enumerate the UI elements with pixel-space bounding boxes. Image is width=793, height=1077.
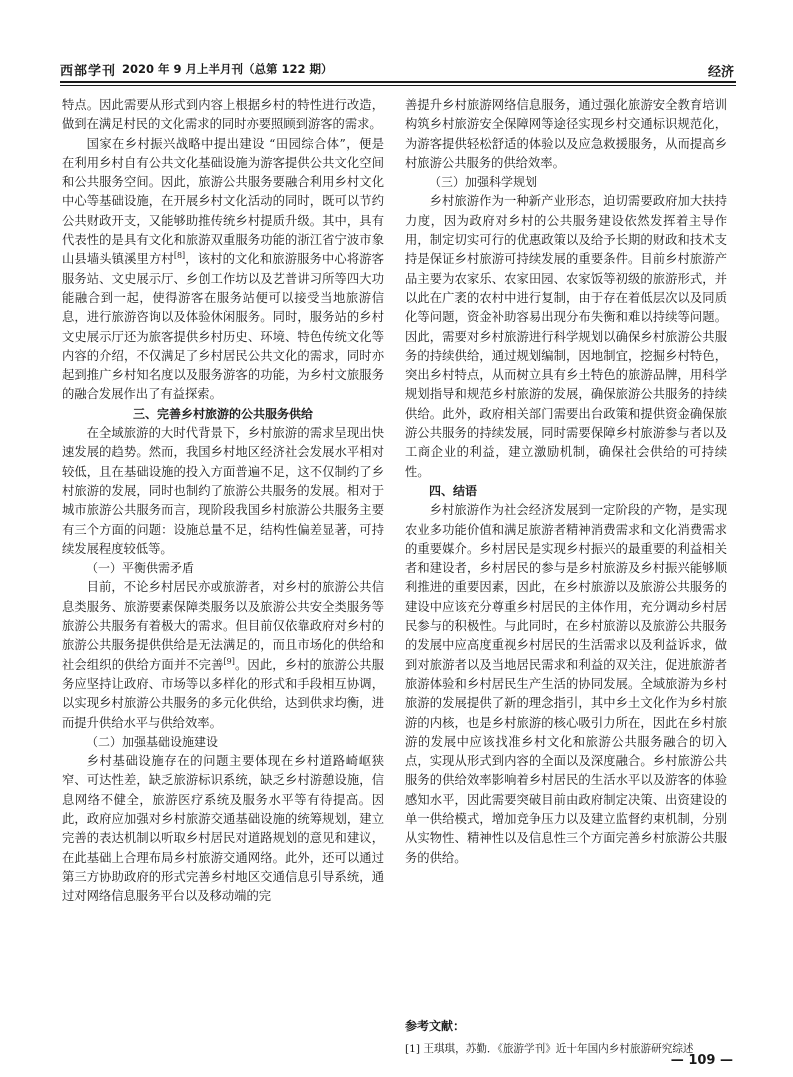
subsection-heading: （三）加强科学规划 xyxy=(429,175,538,190)
paragraph-text: 国家在乡村振兴战略中提出建设 “田园综合体”，便是在利用乡村自有公共文化基础设施为游客提供公共文化空间和公共服务空间。因此，旅游公共服务要融合利用乡村文化中心等基础设施，在开展乡村文化活动的同时，既可以节约公共财政开支，又能够助推传统乡村提质升级。其中，具有代表性的是具有文化和旅游双重服务功能的浙江省宁波市象山县墙头镇溪里方村 xyxy=(62,136,384,267)
paragraph: 乡村基础设施存在的问题主要体现在乡村道路崎岖狭窄、可达性差，缺乏旅游标识系统，缺乏乡村游憩设施，信息网络不健全，旅游医疗系统及服务水平等有待提高。因此，政府应加强对乡村旅游交通基础设施的统筹规划，建立完善的表达机制以听取乡村居民对道路规划的意见和建议，在此基础上合理布局乡村旅游交通网络。此外，还可以通过第三方协助政府的形式完善乡村地区交通信息引导系统，通过对网络信息服务平台以及移动端的完 xyxy=(62,754,384,904)
paragraph: 善提升乡村旅游网络信息服务，通过强化旅游安全教育培训构筑乡村旅游安全保障网等途径实现乡村交通标识规范化，为游客提供轻松舒适的体验以及应急救援服务，从而提高乡村旅游公共服务的供给效率。 xyxy=(405,98,727,170)
paragraph: 在全域旅游的大时代背景下，乡村旅游的需求呈现出快速发展的趋势。然而，我国乡村地区经济社会发展水平相对较低，且在基础设施的投入方面普遍不足，这不仅制约了乡村旅游的发展，同时也制约了旅游公共服务的发展。相对于城市旅游公共服务而言，现阶段我国乡村旅游公共服务主要有三个方面的问题：设施总量不足，结构性偏差显著，可持续发展程度较低等。 xyxy=(62,426,384,556)
references-heading: 参考文献： xyxy=(405,1019,466,1033)
subsection-heading: （二）加强基础设施建设 xyxy=(86,734,219,749)
issue-info: 2020 年 9 月上半月刊（总第 122 期） xyxy=(122,62,333,76)
citation: [8] xyxy=(173,251,186,261)
reference-item: [1] 王琪琪，苏勤．《旅游学刊》近十年国内乡村旅游研究综述 xyxy=(405,1043,694,1055)
paragraph: 乡村旅游作为一种新产业形态，迫切需要政府加大扶持力度，因为政府对乡村的公共服务建设依然发挥着主导作用，制定切实可行的优惠政策以及给予长期的财政和技术支持是保证乡村旅游可持续发展的重要条件。目前乡村旅游产品主要为农家乐、农家田园、农家饭等初级的旅游形式，并以此在广袤的农村中进行复制，由于存在着低层次以及同质化等问题，资金补助容易出现分布失衡和难以持续等问题。因此，需要对乡村旅游进行科学规划以确保乡村旅游公共服务的持续供给，通过规划编制，因地制宜，挖掘乡村特色，突出乡村特点，从而树立具有乡土特色的旅游品牌，用科学规划指导和规范乡村旅游的发展，确保旅游公共服务的持续供给。此外，政府相关部门需要出台政策和提供资金确保旅游公共服务的持续发展，同时需要保障乡村旅游参与者以及工商企业的利益，建立激励机制，确保社会供给的可持续性。 xyxy=(405,194,727,479)
paragraph-text: 目前，不论乡村居民亦或旅游者，对乡村的旅游公共信息类服务、旅游要素保障类服务以及旅游公共安全类服务等旅游公共服务有着极大的需求。但目前仅依靠政府对乡村的旅游公共服务提供供给是无法满足的，而且市场化的供给和社会组织的供给方面并不完善 xyxy=(62,580,384,672)
subsection-heading: （一）平衡供需矛盾 xyxy=(86,561,195,576)
journal-name: 西部学刊 xyxy=(60,64,117,79)
page-number: — 109 — xyxy=(670,1053,733,1068)
citation: [9] xyxy=(223,656,235,666)
paragraph: 乡村旅游作为社会经济发展到一定阶段的产物，是实现农业多功能价值和满足旅游者精神消费需求和文化消费需求的重要媒介。乡村居民是实现乡村振兴的最重要的利益相关者和建设者，乡村居民的参与是乡村旅游及乡村振兴能够顺利推进的重要因素，因此，在乡村旅游以及旅游公共服务的建设中应该充分尊重乡村居民的主体作用，充分调动乡村居民参与的积极性。与此同时，在乡村旅游以及旅游公共服务的发展中应高度重视乡村居民的生活需求以及利益诉求，做到对旅游者以及当地居民需求和利益的双关注，促进旅游者旅游体验和乡村居民生产生活的协同发展。全域旅游为乡村旅游的发展提供了新的理念指引，其中乡土文化作为乡村旅游的内核，也是乡村旅游的核心吸引力所在，因此在乡村旅游的发展中应该找准乡村文化和旅游公共服务融合的切入点，实现从形式到内容的全面以及深度融合。乡村旅游公共服务的供给效率影响着乡村居民的生活水平以及游客的体验感知水平，因此需要突破目前由政府制定决策、出资建设的单一供给模式，增加竞争压力以及建立监督约束机制，分别从实物性、精神性以及信息性三个方面完善乡村旅游公共服务的供给。 xyxy=(405,503,727,865)
paragraph-text: ，该村的文化和旅游服务中心将游客服务站、文史展示厅、乡创工作坊以及艺普讲习所等四大功能融合到一起，使得游客在服务站便可以接受当地旅游信息，进行旅游咨询以及体验休闲服务。同时，服务站的乡村文史展示厅还为旅客提供乡村历史、环境、特色传统文化等内容的介绍，不仅满足了乡村居民公共文化的需求，同时亦起到推广乡村知名度以及服务游客的功能，为乡村文旅服务的融合发展作出了有益探索。 xyxy=(62,252,384,402)
paragraph-text: 。因此，乡村的旅游公共服务应坚持让政府、市场等以多样化的形式和手段相互协调，以实现乡村旅游公共服务的多元化供给，达到供求均衡，进而提升供给水平与供给效率。 xyxy=(62,657,384,730)
page-header xyxy=(60,56,736,80)
right-column xyxy=(405,96,727,868)
header-rule-thick xyxy=(60,81,736,83)
paragraph xyxy=(62,135,384,405)
paragraph xyxy=(62,578,384,732)
paragraph: 特点。因此需要从形式到内容上根据乡村的特性进行改造，做到在满足村民的文化需求的同时亦要照顾到游客的需求。 xyxy=(62,98,384,132)
section-heading: 三、完善乡村旅游的公共服务供给 xyxy=(132,406,313,421)
header-rule-thin xyxy=(60,85,736,86)
section-label: 经济 xyxy=(707,65,734,80)
section-heading: 四、结语 xyxy=(429,483,478,498)
left-column xyxy=(62,96,384,906)
